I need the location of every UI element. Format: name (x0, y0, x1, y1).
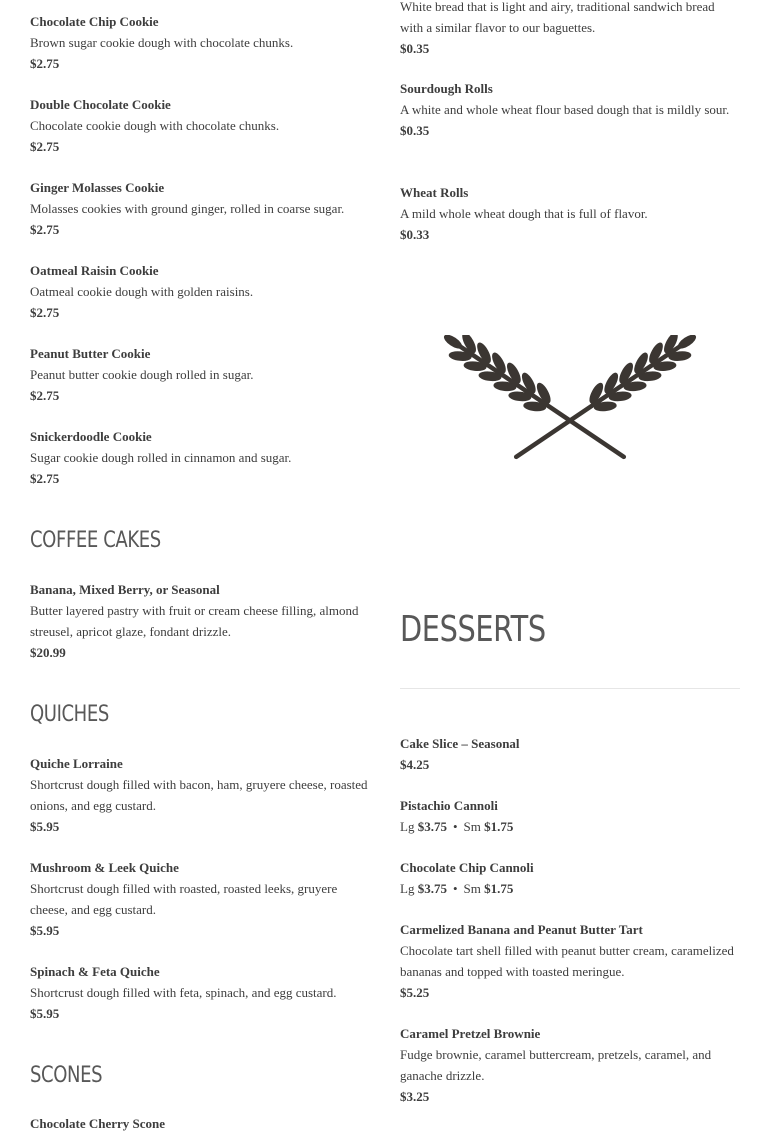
item-price: $4.25 (400, 757, 430, 772)
item-description: Chocolate tart shell filled with peanut butter cream, caramelized bananas and topped with toasted meringue. (400, 943, 734, 979)
item-name: Spinach & Feta Quiche (30, 964, 160, 979)
section-title-desserts: DESSERTS (400, 609, 546, 650)
item-name: Oatmeal Raisin Cookie (30, 263, 159, 278)
item-price-sizes (400, 816, 740, 837)
item-name: Sourdough Rolls (400, 81, 493, 96)
item-description: Chocolate cookie dough with chocolate chunks. (30, 118, 280, 133)
section-title-scones: SCONES (30, 1063, 103, 1088)
menu-item-quiche-lorraine (30, 753, 370, 837)
section-title-quiches: QUICHES (30, 702, 109, 727)
menu-item-oatmeal-raisin-cookie (30, 260, 370, 323)
item-price: $3.25 (400, 1089, 430, 1104)
item-name: Chocolate Chip Cookie (30, 14, 159, 29)
item-price: $5.25 (400, 985, 430, 1000)
menu-item-cake-slice (400, 733, 740, 775)
menu-item-white-bread (400, 0, 740, 59)
item-description: Sugar cookie dough rolled in cinnamon and sugar. (30, 450, 292, 465)
section-divider (400, 688, 740, 689)
item-name: Peanut Butter Cookie (30, 346, 151, 361)
item-description: A white and whole wheat flour based dough that is mildly sour. (400, 102, 730, 117)
item-name: Chocolate Chip Cannoli (400, 860, 534, 875)
item-description: Shortcrust dough filled with roasted, roasted leeks, gruyere cheese, and egg custard. (30, 881, 338, 917)
item-description: Shortcrust dough filled with feta, spinach, and egg custard. (30, 985, 337, 1000)
item-name: Cake Slice – Seasonal (400, 736, 520, 751)
item-name: Snickerdoodle Cookie (30, 429, 152, 444)
item-price: $5.95 (30, 923, 60, 938)
item-price: $2.75 (30, 471, 60, 486)
item-name: Caramel Pretzel Brownie (400, 1026, 541, 1041)
menu-item-banana-peanut-butter-tart (400, 919, 740, 1003)
item-description: Fudge brownie, caramel buttercream, pretzels, caramel, and ganache drizzle. (400, 1047, 712, 1083)
price-large: $3.75 (417, 819, 447, 834)
item-name: Wheat Rolls (400, 185, 469, 200)
size-label-large: Lg (400, 819, 415, 834)
item-price-sizes (400, 878, 740, 899)
item-price: $0.35 (400, 41, 430, 56)
item-price: $2.75 (30, 305, 60, 320)
menu-item-ginger-molasses-cookie (30, 177, 370, 240)
price-separator: • (452, 881, 458, 896)
menu-item-pistachio-cannoli (400, 795, 740, 837)
menu-item-chocolate-chip-cookie (30, 11, 370, 74)
item-price: $2.75 (30, 388, 60, 403)
item-price: $2.75 (30, 222, 60, 237)
item-name: Banana, Mixed Berry, or Seasonal (30, 582, 220, 597)
size-label-small: Sm (463, 881, 481, 896)
item-description: Butter layered pastry with fruit or cream cheese filling, almond streusel, apricot glaze, fondant drizzle. (30, 603, 359, 639)
section-title-coffee-cakes: COFFEE CAKES (30, 528, 161, 553)
item-description: Brown sugar cookie dough with chocolate chunks. (30, 35, 294, 50)
price-separator: • (452, 819, 458, 834)
item-name: Carmelized Banana and Peanut Butter Tart (400, 922, 643, 937)
price-small: $1.75 (484, 881, 514, 896)
size-label-large: Lg (400, 881, 415, 896)
item-description: Peanut butter cookie dough rolled in sugar. (30, 367, 254, 382)
item-price: $2.75 (30, 139, 60, 154)
size-label-small: Sm (463, 819, 481, 834)
menu-item-double-chocolate-cookie (30, 94, 370, 157)
item-price: $5.95 (30, 819, 60, 834)
menu-item-coffee-cake (30, 579, 370, 663)
item-description: White bread that is light and airy, traditional sandwich bread with a similar flavor to our baguettes. (400, 0, 715, 35)
item-price: $0.33 (400, 227, 430, 242)
item-description: Oatmeal cookie dough with golden raisins. (30, 284, 254, 299)
menu-item-sourdough-rolls (400, 78, 740, 141)
item-price: $0.35 (400, 123, 430, 138)
price-large: $3.75 (417, 881, 447, 896)
item-name: Mushroom & Leek Quiche (30, 860, 179, 875)
item-price: $20.99 (30, 645, 66, 660)
item-name: Pistachio Cannoli (400, 798, 498, 813)
item-description: Shortcrust dough filled with bacon, ham, gruyere cheese, roasted onions, and egg custard. (30, 777, 368, 813)
item-price: $5.95 (30, 1006, 60, 1021)
price-small: $1.75 (484, 819, 514, 834)
menu-item-spinach-feta-quiche (30, 961, 370, 1024)
menu-item-wheat-rolls (400, 182, 740, 245)
menu-item-snickerdoodle-cookie (30, 426, 370, 489)
item-description: Molasses cookies with ground ginger, rolled in coarse sugar. (30, 201, 345, 216)
menu-item-chocolate-chip-cannoli (400, 857, 740, 899)
menu-item-mushroom-leek-quiche (30, 857, 370, 941)
item-name: Quiche Lorraine (30, 756, 123, 771)
item-description: A mild whole wheat dough that is full of flavor. (400, 206, 648, 221)
item-price: $2.75 (30, 56, 60, 71)
item-name: Double Chocolate Cookie (30, 97, 171, 112)
wheat-icon (440, 335, 700, 515)
item-name: Chocolate Cherry Scone (30, 1116, 166, 1131)
menu-item-caramel-pretzel-brownie (400, 1023, 740, 1107)
item-name: Ginger Molasses Cookie (30, 180, 165, 195)
menu-item-peanut-butter-cookie (30, 343, 370, 406)
